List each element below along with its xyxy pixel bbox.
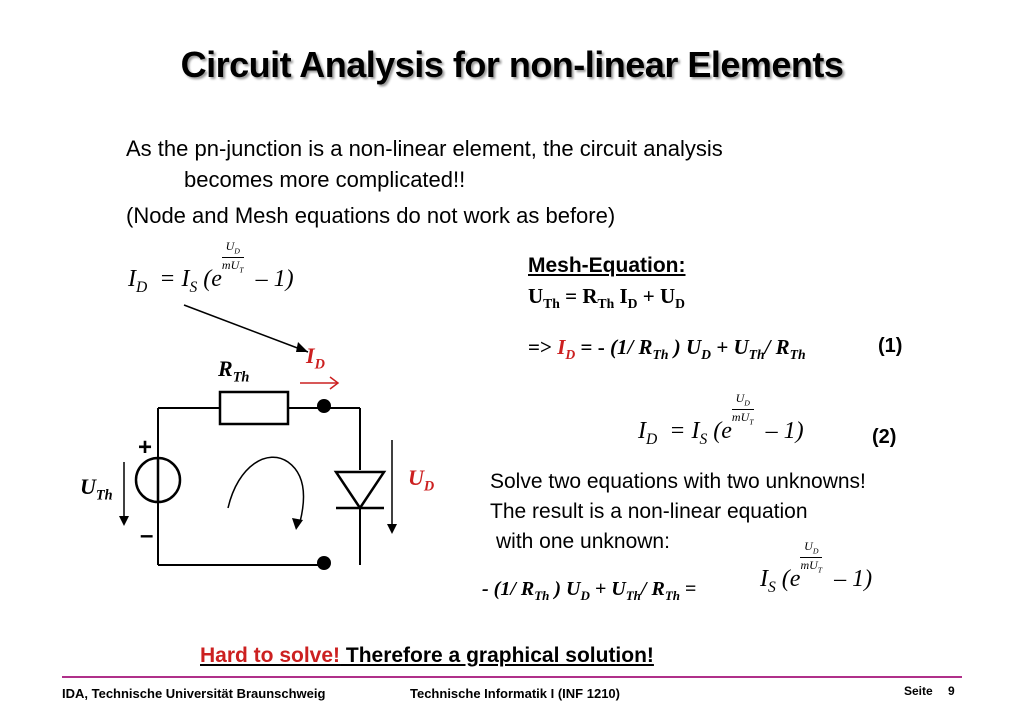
terminal-top	[317, 399, 331, 413]
footer-page-label: Seite	[904, 684, 933, 698]
intro-line-1: As the pn-junction is a non-linear element, the circuit analysis	[126, 136, 723, 161]
label-id: $I_D$	[306, 343, 325, 373]
equation-label-1: (1)	[878, 335, 903, 357]
plus-sign: +	[138, 434, 153, 461]
solve-line-2: The result is a non-linear equation	[490, 500, 808, 523]
label-ud: $U_D$	[408, 465, 435, 495]
label-rth: $R_{Th}$	[218, 356, 250, 386]
diode-equation-2: $I_D = I_S$ (e $\frac{U_D}{mU_T}$ – 1)	[638, 391, 804, 448]
mesh-solved-equation: => $I_D$ = - (1/ $R_{Th}$ ) $U_D + U_{Th}/$ $R_{Th}$	[528, 335, 806, 363]
footer-institution: IDA, Technische Universität Braunschweig	[62, 686, 326, 701]
nonlinear-equation-left: - (1/ $R_{Th}$ ) $U_D + U_{Th}/$ $R_{Th}$ =	[482, 578, 697, 603]
solve-line-3: with one unknown:	[496, 530, 670, 553]
solve-line-1: Solve two equations with two unknowns!	[490, 470, 866, 493]
conclusion	[200, 644, 654, 668]
label-uth: $U_{Th}$	[80, 474, 113, 504]
diode-triangle	[336, 472, 384, 508]
nonlinear-equation-right: $I_S$ (e $\frac{U_D}{mU_T}$ – 1)	[760, 539, 873, 596]
resistor-rth	[220, 392, 288, 424]
footer-rule	[62, 676, 962, 678]
page-title: Circuit Analysis for non-linear Elements	[180, 44, 844, 85]
conclusion-graphical: Therefore a graphical solution!	[340, 644, 654, 667]
equation-label-2: (2)	[872, 426, 897, 448]
mesh-loop-arrow	[228, 457, 304, 522]
pointer-arrow-line	[184, 305, 308, 352]
footer-page-number: 9	[948, 684, 955, 698]
intro-line-2: becomes more complicated!!	[184, 167, 466, 192]
conclusion-hard: Hard to solve!	[200, 644, 341, 667]
diode-equation-top: $I_D = I_S$ (e $\frac{U_D}{mU_T}$ – 1)	[128, 239, 294, 296]
intro-line-3: (Node and Mesh equations do not work as before)	[126, 203, 616, 228]
mesh-equation: $U_{Th} = R_{Th}$ $I_D + U_D$	[528, 284, 685, 312]
circuit-diagram	[70, 290, 490, 600]
terminal-bottom	[317, 556, 331, 570]
mesh-heading: Mesh-Equation:	[528, 254, 686, 277]
footer-course: Technische Informatik I (INF 1210)	[410, 686, 620, 701]
minus-sign: –	[140, 522, 154, 549]
